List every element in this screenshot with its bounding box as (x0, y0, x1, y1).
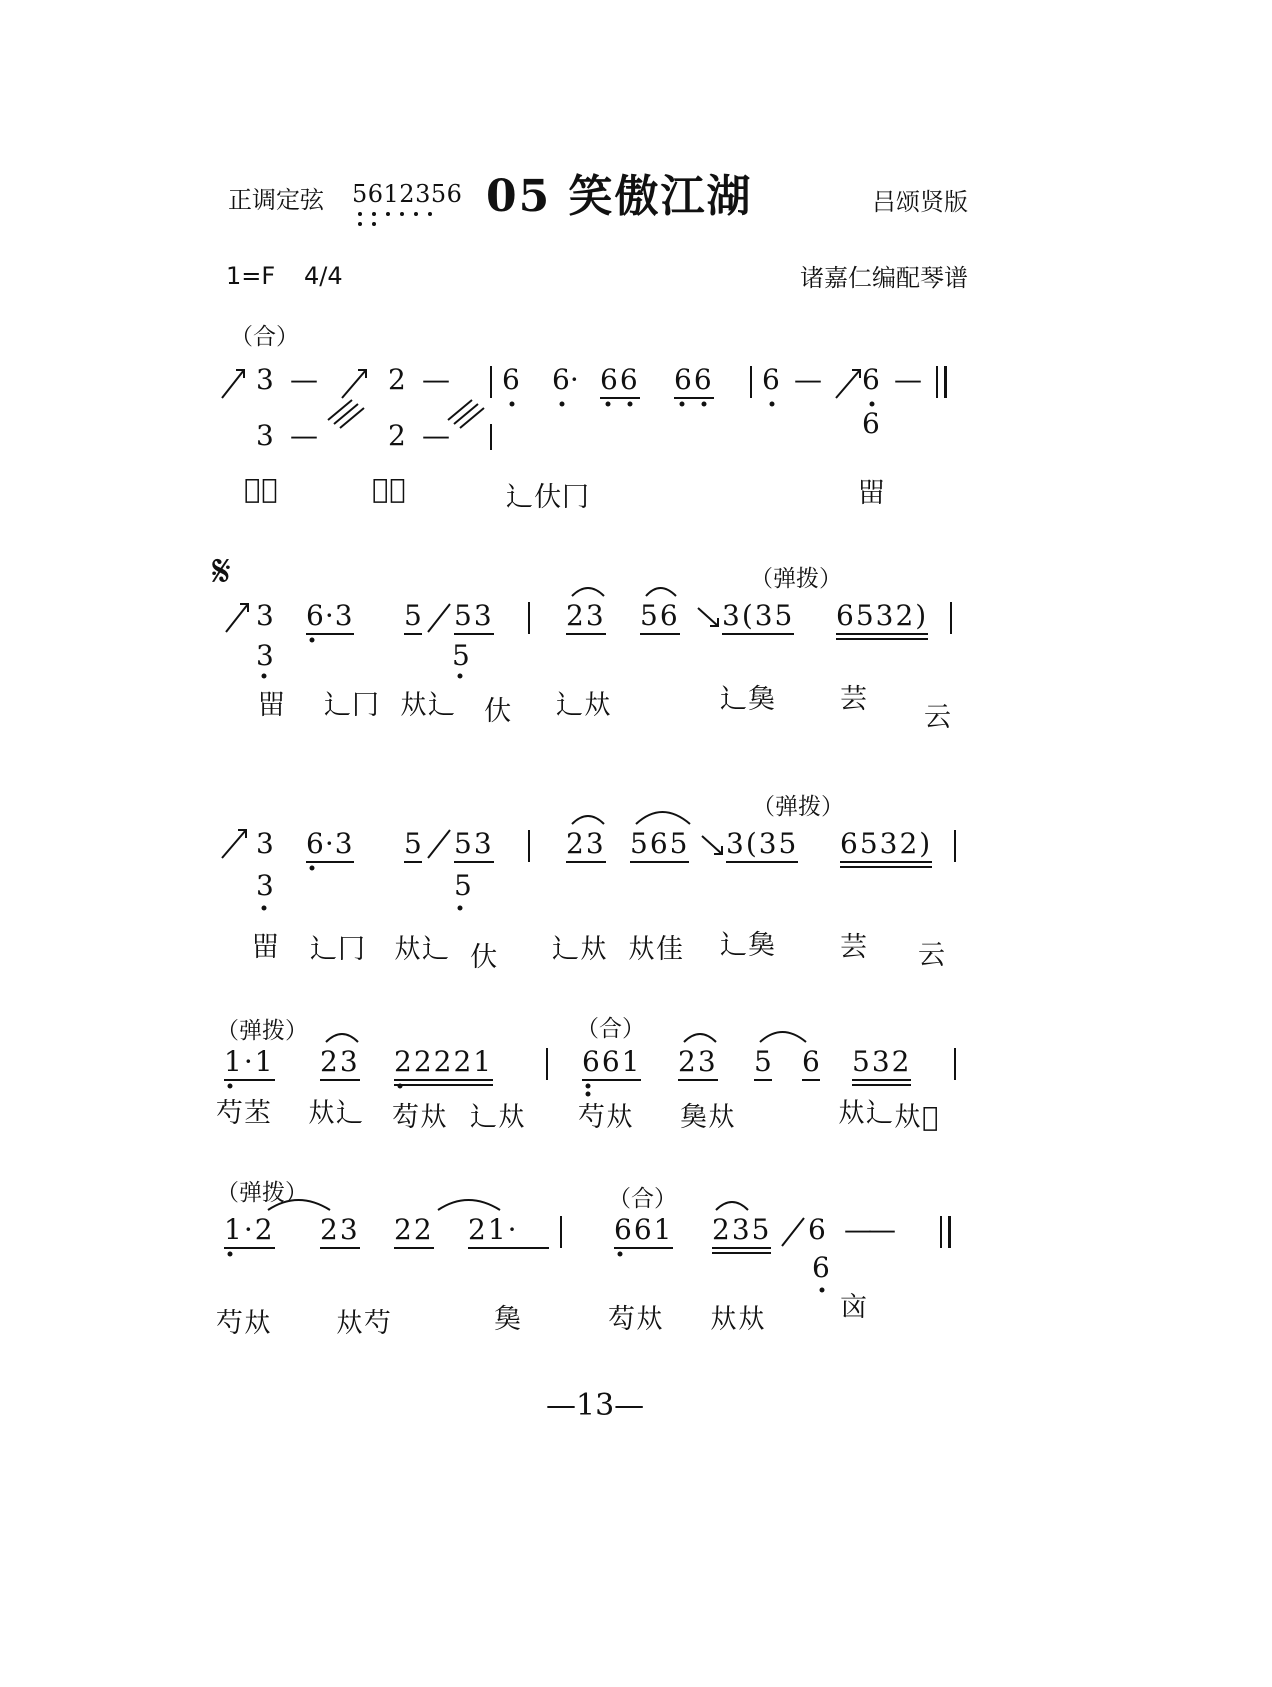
note: 6· (552, 363, 579, 396)
glide-arrow-icon (836, 370, 860, 398)
note-group: 661 (614, 1213, 674, 1246)
slur-icon (268, 1200, 330, 1210)
slur-icon (326, 1034, 358, 1042)
tab-glyph: 夶佳 (628, 934, 684, 965)
tab-glyph: 𢎰莕 (372, 474, 407, 505)
tab-glyph: 辶夶 (470, 1102, 526, 1133)
slur-icon (684, 1034, 716, 1042)
tab-glyph: 夶辶 (394, 934, 450, 965)
note-group: 6532) (836, 599, 929, 632)
glide-arrow-icon (428, 604, 450, 632)
note-group: 6532) (840, 827, 933, 860)
note-group: 6·3 (306, 599, 354, 632)
note-group: 1·2 (224, 1213, 275, 1246)
note: 3 (256, 363, 274, 396)
tab-glyph: 芸 (840, 684, 868, 715)
tremolo-icon (448, 400, 484, 428)
glide-arrow-icon (342, 370, 366, 398)
lower-note: 5 (452, 639, 470, 672)
slur-icon (572, 588, 604, 596)
tab-glyph: 辶㚟 (720, 930, 776, 961)
tab-glyph: 㽞 (252, 932, 280, 963)
glide-arrow-icon (428, 830, 450, 858)
note-group: 23 (320, 1213, 360, 1246)
tab-glyph: 㐫 (840, 1292, 868, 1323)
key-signature: 1=F (226, 262, 276, 290)
tab-glyph: 㐲 (484, 696, 512, 727)
annotation-tanbo: （弹拨） (216, 1018, 308, 1044)
version-label: 吕颂贤版 (872, 188, 968, 216)
note: 6 (762, 363, 780, 396)
tab-glyph: 芶夶 (608, 1304, 664, 1335)
note-group: 3(35 (722, 599, 795, 632)
tab-glyph: 辶冂 (310, 934, 366, 965)
tab-glyph: 辶㚟 (720, 684, 776, 715)
glide-arrow-icon (782, 1218, 804, 1246)
tab-glyph: 辶夶 (556, 690, 612, 721)
note-group: 3(35 (726, 827, 799, 860)
lower-note: 3 (256, 419, 274, 452)
tab-glyph: 夶辶 (838, 1098, 894, 1129)
tab-glyph: 㚟夶 (680, 1102, 736, 1133)
annotation-he: （合） (608, 1186, 677, 1212)
note-group: 532 (852, 1045, 912, 1078)
slur-icon (760, 1032, 806, 1042)
tab-glyph: 㐲 (470, 942, 498, 973)
slur-icon (438, 1200, 500, 1210)
glide-arrow-icon (222, 370, 244, 398)
note-group: 53 (454, 599, 494, 632)
lower-note: 2 (388, 419, 406, 452)
note: 5 (404, 599, 422, 632)
lower-note: 6 (862, 407, 880, 440)
tab-glyph: 芸 (840, 932, 868, 963)
note: 3 (256, 599, 274, 632)
dash: — (422, 363, 450, 396)
glide-arrow-icon (222, 830, 246, 858)
note-group: 1·1 (224, 1045, 275, 1078)
note: 5 (754, 1045, 772, 1078)
tab-glyph: 夶𢎰 (894, 1102, 940, 1133)
tuning-label: 正调定弦 (228, 186, 324, 214)
dash: —— (844, 1213, 892, 1246)
note: 5 (404, 827, 422, 860)
glide-arrow-icon (226, 604, 248, 632)
glide-arrow-icon (698, 608, 718, 626)
note-group: 565 (630, 827, 690, 860)
lower-note: 6 (812, 1251, 830, 1284)
note: 6 (802, 1045, 820, 1078)
lower-dash: — (422, 419, 450, 452)
annotation-tanbo: （弹拨） (216, 1180, 308, 1206)
tab-glyph: 夶辶 (308, 1098, 364, 1129)
annotation-he: （合） (230, 324, 299, 350)
dash: — (894, 363, 922, 396)
tab-glyph: 夶芍 (336, 1308, 392, 1339)
slur-icon (716, 1202, 748, 1210)
tuning-notes: 5612356 (352, 180, 463, 208)
page-title: 05 笑傲江湖 (486, 171, 753, 222)
glide-arrow-icon (702, 836, 722, 854)
tab-glyph: 芍夶 (578, 1102, 634, 1133)
note-group: 53 (454, 827, 494, 860)
tab-glyph: 夶辶 (400, 690, 456, 721)
note-group: 235 (712, 1213, 772, 1246)
note-group: 22 (394, 1213, 434, 1246)
note-group: 661 (582, 1045, 642, 1078)
note-group: 66 (600, 363, 640, 396)
tab-glyph: 㚟 (494, 1304, 522, 1335)
slur-icon (636, 812, 690, 824)
note-group: 22221 (394, 1045, 494, 1078)
tab-glyph: 夶夶 (710, 1304, 766, 1335)
note: 3 (256, 827, 274, 860)
note-group: 23 (566, 599, 606, 632)
slur-icon (646, 588, 676, 596)
tab-glyph: 㽞 (858, 478, 886, 509)
segno-sign: 𝄋 (212, 546, 231, 597)
lower-note: 5 (454, 869, 472, 902)
annotation-he: （合） (576, 1016, 645, 1042)
lower-note: 3 (256, 639, 274, 672)
arranger-credit: 诸嘉仁编配琴谱 (800, 264, 968, 292)
tab-glyph: 辶冂 (324, 690, 380, 721)
tremolo-icon (328, 400, 364, 428)
tab-glyph: 芶夶 (392, 1102, 448, 1133)
note-group: 56 (640, 599, 680, 632)
page-number: —13— (546, 1388, 645, 1423)
note: 6 (808, 1213, 826, 1246)
dash: — (290, 363, 318, 396)
note-group: 6·3 (306, 827, 354, 860)
tab-glyph: 㽞 (258, 690, 286, 721)
annotation-tanbo: （弹拨） (752, 794, 844, 820)
note-group: 66 (674, 363, 714, 396)
time-signature: 4/4 (304, 262, 343, 290)
note-group: 23 (678, 1045, 718, 1078)
annotation-tanbo: （弹拨） (750, 566, 842, 592)
lower-dash: — (290, 419, 318, 452)
tab-glyph: 芍苤 (216, 1098, 272, 1129)
tab-glyph: 芍夶 (216, 1308, 272, 1339)
note-group: 21· (468, 1216, 549, 1244)
lower-note: 3 (256, 869, 274, 902)
note-group: 23 (566, 827, 606, 860)
note: 6 (502, 363, 520, 396)
note-group: 23 (320, 1045, 360, 1078)
tab-glyph: 𢎰苫 (244, 474, 279, 505)
dash: — (794, 363, 822, 396)
tab-glyph: 辶夶 (552, 934, 608, 965)
note: 2 (388, 363, 406, 396)
tab-glyph: 云 (924, 702, 952, 733)
note: 6 (862, 363, 880, 396)
tab-glyph: 云 (918, 940, 946, 971)
tab-glyph: 辶㐲冂 (506, 482, 590, 513)
slur-icon (572, 816, 604, 824)
